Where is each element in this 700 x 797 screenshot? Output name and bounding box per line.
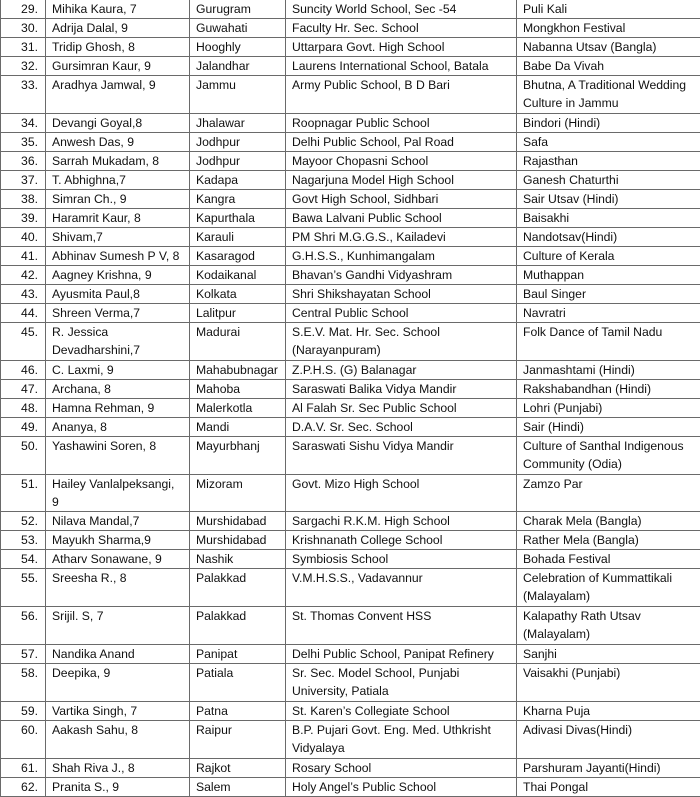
school-name: G.H.S.S., Kunhimangalam [286,247,517,266]
school-name: Faculty Hr. Sec. School [286,19,517,38]
serial-number: 31. [1,38,46,57]
student-name-class: Haramrit Kaur, 8 [46,209,190,228]
student-name-class: Hailey Vanlalpeksangi, 9 [46,475,190,512]
topic: Baisakhi [517,209,700,228]
student-name-class: Anwesh Das, 9 [46,133,190,152]
school-name: Saraswati Sishu Vidya Mandir [286,437,517,475]
topic: Nabanna Utsav (Bangla) [517,38,700,57]
table-row [1,285,700,304]
school-name: Al Falah Sr. Sec Public School [286,399,517,418]
school-name: Bhavan’s Gandhi Vidyashram [286,266,517,285]
table-row [1,512,700,531]
table-row [1,57,700,76]
serial-number: 55. [1,569,46,607]
city: Murshidabad [190,512,286,531]
school-name: Army Public School, B D Bari [286,76,517,114]
table-row [1,778,700,797]
school-name: Saraswati Balika Vidya Mandir [286,380,517,399]
topic: Zamzo Par [517,475,700,512]
student-name-class: Nilava Mandal,7 [46,512,190,531]
table-row [1,418,700,437]
school-name: Delhi Public School, Panipat Refinery [286,645,517,664]
serial-number: 57. [1,645,46,664]
school-name: B.P. Pujari Govt. Eng. Med. Uthkrisht Vidyalaya [286,721,517,759]
city: Guwahati [190,19,286,38]
student-name-class: Pranita S., 9 [46,778,190,797]
table-row [1,0,700,19]
city: Jalandhar [190,57,286,76]
serial-number: 37. [1,171,46,190]
serial-number: 46. [1,361,46,380]
topic: Culture of Santhal Indigenous Community (Odia) [517,437,700,475]
student-name-class: T. Abhighna,7 [46,171,190,190]
topic: Parshuram Jayanti(Hindi) [517,759,700,778]
topic: Bindori (Hindi) [517,114,700,133]
serial-number: 36. [1,152,46,171]
topic: Kalapathy Rath Utsav (Malayalam) [517,607,700,645]
student-name-class: Sreesha R., 8 [46,569,190,607]
serial-number: 61. [1,759,46,778]
serial-number: 38. [1,190,46,209]
city: Kapurthala [190,209,286,228]
city: Jodhpur [190,133,286,152]
serial-number: 59. [1,702,46,721]
serial-number: 32. [1,57,46,76]
school-name: Govt. Mizo High School [286,475,517,512]
table-row [1,607,700,645]
topic: Rakshabandhan (Hindi) [517,380,700,399]
school-name: Delhi Public School, Pal Road [286,133,517,152]
serial-number: 56. [1,607,46,645]
city: Mandi [190,418,286,437]
serial-number: 30. [1,19,46,38]
school-name: St. Karen’s Collegiate School [286,702,517,721]
student-name-class: Aradhya Jamwal, 9 [46,76,190,114]
student-name-class: Devangi Goyal,8 [46,114,190,133]
city: Panipat [190,645,286,664]
serial-number: 29. [1,0,46,19]
student-name-class: Vartika Singh, 7 [46,702,190,721]
school-name: Nagarjuna Model High School [286,171,517,190]
topic: Sair (Hindi) [517,418,700,437]
serial-number: 34. [1,114,46,133]
school-name: Central Public School [286,304,517,323]
topic: Celebration of Kummattikali (Malayalam) [517,569,700,607]
student-name-class: Mihika Kaura, 7 [46,0,190,19]
serial-number: 44. [1,304,46,323]
city: Mahabubnagar [190,361,286,380]
topic: Charak Mela (Bangla) [517,512,700,531]
school-name: Govt High School, Sidhbari [286,190,517,209]
serial-number: 49. [1,418,46,437]
student-name-class: Shreen Verma,7 [46,304,190,323]
serial-number: 53. [1,531,46,550]
serial-number: 47. [1,380,46,399]
table-row [1,475,700,512]
school-name: Z.P.H.S. (G) Balanagar [286,361,517,380]
school-name: Laurens International School, Batala [286,57,517,76]
city: Kasaragod [190,247,286,266]
table-row [1,38,700,57]
table-row [1,531,700,550]
school-name: Suncity World School, Sec -54 [286,0,517,19]
city: Karauli [190,228,286,247]
city: Madurai [190,323,286,361]
city: Salem [190,778,286,797]
city: Patiala [190,664,286,702]
table-row [1,171,700,190]
topic: Sair Utsav (Hindi) [517,190,700,209]
topic: Muthappan [517,266,700,285]
topic: Thai Pongal [517,778,700,797]
topic: Culture of Kerala [517,247,700,266]
school-name: Sr. Sec. Model School, Punjabi University, Patiala [286,664,517,702]
serial-number: 43. [1,285,46,304]
table-row [1,664,700,702]
student-name-class: Deepika, 9 [46,664,190,702]
city: Murshidabad [190,531,286,550]
topic: Safa [517,133,700,152]
table-row [1,247,700,266]
city: Raipur [190,721,286,759]
table-row [1,304,700,323]
city: Hooghly [190,38,286,57]
student-name-class: Shah Riva J., 8 [46,759,190,778]
student-name-class: Yashawini Soren, 8 [46,437,190,475]
city: Patna [190,702,286,721]
table-row [1,721,700,759]
student-name-class: Srijil. S, 7 [46,607,190,645]
student-name-class: Ananya, 8 [46,418,190,437]
student-name-class: Aagney Krishna, 9 [46,266,190,285]
city: Mayurbhanj [190,437,286,475]
city: Mahoba [190,380,286,399]
city: Nashik [190,550,286,569]
city: Jodhpur [190,152,286,171]
table-row [1,399,700,418]
school-name: V.M.H.S.S., Vadavannur [286,569,517,607]
topic: Puli Kali [517,0,700,19]
student-name-class: Gursimran Kaur, 9 [46,57,190,76]
table-row [1,152,700,171]
topic: Bohada Festival [517,550,700,569]
city: Kadapa [190,171,286,190]
school-name: D.A.V. Sr. Sec. School [286,418,517,437]
serial-number: 48. [1,399,46,418]
topic: Adivasi Divas(Hindi) [517,721,700,759]
city: Lalitpur [190,304,286,323]
topic: Ganesh Chaturthi [517,171,700,190]
table-row [1,759,700,778]
serial-number: 33. [1,76,46,114]
school-name: Uttarpara Govt. High School [286,38,517,57]
serial-number: 60. [1,721,46,759]
student-name-class: Mayukh Sharma,9 [46,531,190,550]
table-row [1,266,700,285]
table-row [1,19,700,38]
student-name-class: Archana, 8 [46,380,190,399]
serial-number: 58. [1,664,46,702]
table-row [1,209,700,228]
serial-number: 39. [1,209,46,228]
table-row [1,550,700,569]
city: Kangra [190,190,286,209]
student-name-class: C. Laxmi, 9 [46,361,190,380]
city: Malerkotla [190,399,286,418]
serial-number: 40. [1,228,46,247]
student-name-class: Sarrah Mukadam, 8 [46,152,190,171]
topic: Nandotsav(Hindi) [517,228,700,247]
student-name-class: Hamna Rehman, 9 [46,399,190,418]
city: Gurugram [190,0,286,19]
table-row [1,76,700,114]
city: Palakkad [190,569,286,607]
city: Kolkata [190,285,286,304]
topic: Baul Singer [517,285,700,304]
student-name-class: Abhinav Sumesh P V, 8 [46,247,190,266]
school-name: PM Shri M.G.G.S., Kailadevi [286,228,517,247]
student-name-class: Simran Ch., 9 [46,190,190,209]
serial-number: 51. [1,475,46,512]
serial-number: 50. [1,437,46,475]
serial-number: 52. [1,512,46,531]
student-name-class: Ayusmita Paul,8 [46,285,190,304]
topic: Janmashtami (Hindi) [517,361,700,380]
student-name-class: Shivam,7 [46,228,190,247]
topic: Bhutna, A Traditional Wedding Culture in Jammu [517,76,700,114]
school-name: Roopnagar Public School [286,114,517,133]
table-row [1,437,700,475]
table-row [1,645,700,664]
topic: Rather Mela (Bangla) [517,531,700,550]
city: Palakkad [190,607,286,645]
school-name: Holy Angel’s Public School [286,778,517,797]
table-row [1,569,700,607]
school-name: S.E.V. Mat. Hr. Sec. School (Narayanpuram) [286,323,517,361]
school-name: Mayoor Chopasni School [286,152,517,171]
table-row [1,114,700,133]
table-body [1,0,700,797]
school-name: St. Thomas Convent HSS [286,607,517,645]
topic: Lohri (Punjabi) [517,399,700,418]
student-name-class: Aakash Sahu, 8 [46,721,190,759]
serial-number: 62. [1,778,46,797]
topic: Sanjhi [517,645,700,664]
table-row [1,380,700,399]
table-row [1,133,700,152]
topic: Babe Da Vivah [517,57,700,76]
table-row [1,323,700,361]
topic: Navratri [517,304,700,323]
student-name-class: Atharv Sonawane, 9 [46,550,190,569]
table-row [1,228,700,247]
student-name-class: R. Jessica Devadharshini,7 [46,323,190,361]
serial-number: 35. [1,133,46,152]
city: Mizoram [190,475,286,512]
student-name-class: Tridip Ghosh, 8 [46,38,190,57]
school-name: Rosary School [286,759,517,778]
student-name-class: Nandika Anand [46,645,190,664]
topic: Kharna Puja [517,702,700,721]
city: Jammu [190,76,286,114]
school-name: Krishnanath College School [286,531,517,550]
city: Kodaikanal [190,266,286,285]
school-name: Bawa Lalvani Public School [286,209,517,228]
serial-number: 45. [1,323,46,361]
city: Rajkot [190,759,286,778]
table-row [1,190,700,209]
serial-number: 54. [1,550,46,569]
topic: Vaisakhi (Punjabi) [517,664,700,702]
table-row [1,361,700,380]
serial-number: 42. [1,266,46,285]
topic: Rajasthan [517,152,700,171]
table-row [1,702,700,721]
serial-number: 41. [1,247,46,266]
topic: Folk Dance of Tamil Nadu [517,323,700,361]
city: Jhalawar [190,114,286,133]
student-name-class: Adrija Dalal, 9 [46,19,190,38]
school-name: Shri Shikshayatan School [286,285,517,304]
school-name: Symbiosis School [286,550,517,569]
school-name: Sargachi R.K.M. High School [286,512,517,531]
topic: Mongkhon Festival [517,19,700,38]
